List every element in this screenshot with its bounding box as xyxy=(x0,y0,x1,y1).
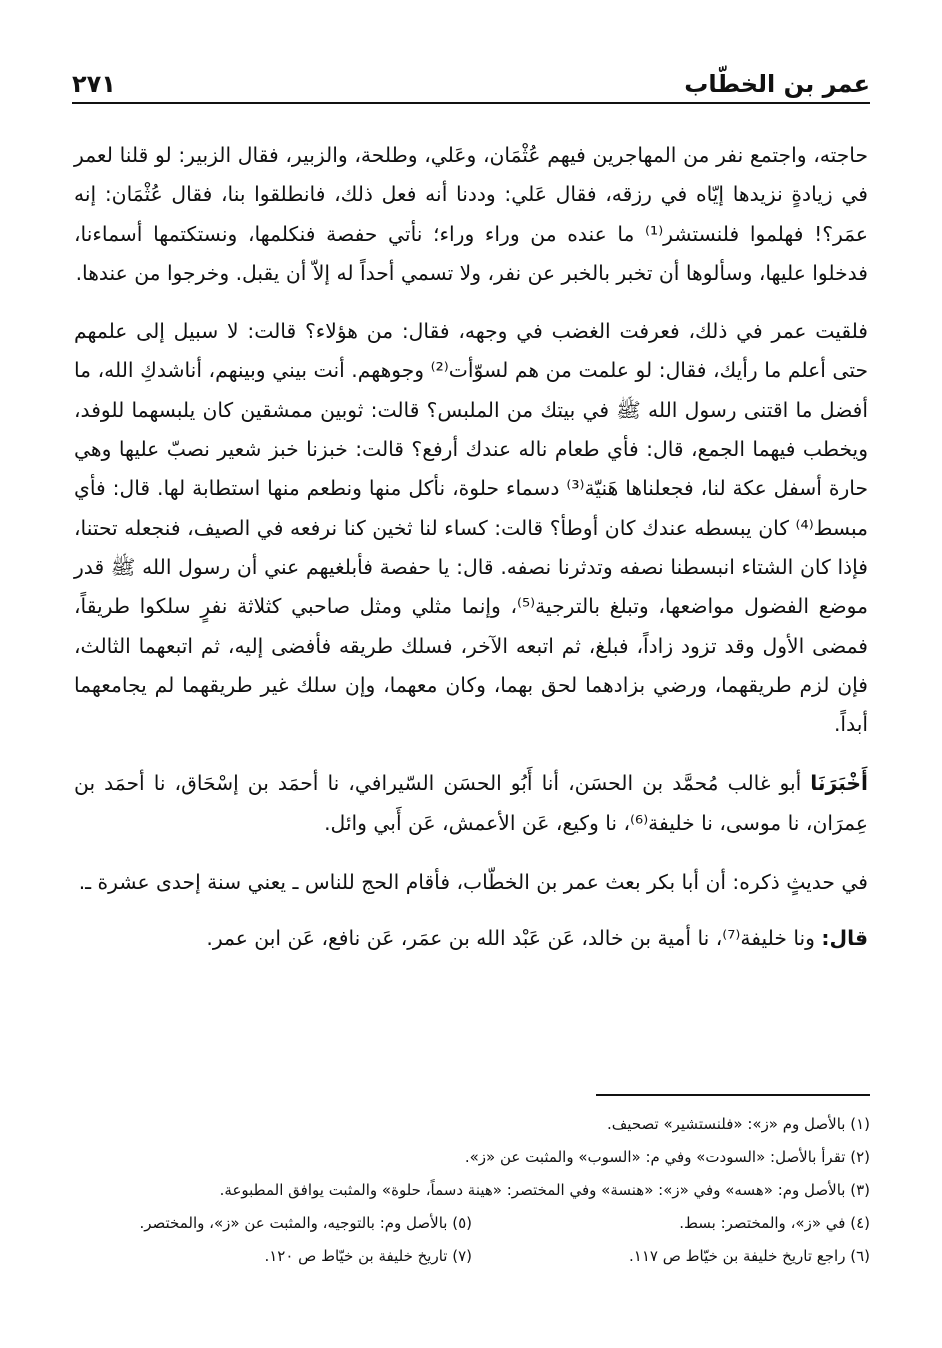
footnotes xyxy=(74,1108,870,1273)
footnote-row-4-5 xyxy=(74,1207,870,1240)
paragraph-5-text: ونا خليفة⁽⁷⁾، نا أمية بن خالد، عَن عَبْد الله بن عمَر، عَن نافع، عَن ابن عمر. xyxy=(206,926,822,951)
footnote-2: (٢) تقرأ بالأصل: «السودت» وفي م: «السوب» والمثبت عن «ز». xyxy=(464,1148,870,1166)
footnote-row-6-7 xyxy=(74,1240,870,1273)
footnote-7: (٧) تاريخ خليفة بن خيّاط ص ١٢٠. xyxy=(264,1247,472,1265)
page-number: ٢٧١ xyxy=(72,70,116,98)
footnote-5: (٥) بالأصل وم: بالتوجيه، والمثبت عن «ز»، والمختصر. xyxy=(139,1214,472,1232)
paragraph-1 xyxy=(74,136,868,293)
footnote-divider xyxy=(596,1094,870,1096)
paragraph-3 xyxy=(74,764,868,843)
paragraph-4 xyxy=(74,863,868,902)
page-header xyxy=(72,58,870,104)
paragraph-4-text: في حديثٍ ذكره: أن أبا بكر بعث عمر بن الخطّاب، فأقام الحج للناس ـ يعني سنة إحدى عشرة ـ. xyxy=(78,870,868,895)
footnote-1: (١) بالأصل وم «ز»: «فلنستشير» تصحيف. xyxy=(607,1115,870,1133)
main-text xyxy=(74,136,868,973)
footnote-4: (٤) في «ز»، والمختصر: بسط. xyxy=(679,1214,870,1232)
paragraph-3-lead: أَخْبَرَنَا xyxy=(810,771,868,796)
running-title: عمر بن الخطّاب xyxy=(684,70,870,98)
footnote-6: (٦) راجع تاريخ خليفة بن خيّاط ص ١١٧. xyxy=(629,1247,870,1265)
paragraph-2-text: فلقيت عمر في ذلك، فعرفت الغضب في وجهه، فقال: من هؤلاء؟ قالت: لا سبيل إلى علمهم حتى أعلم ما رأيك، فقال: لو علمت من هم لسوّأت⁽²⁾ وجوههم. أنت بيني وبينهم، أناشدكِ الله، ما أفضل ما اقتنى رسول الله ﷺ في بيتك من الملبس؟ قالت: ثوبين ممشقين كان يلبسهما للوفد، ويخطب فيهما الجمع، قال: فأي طعام ناله عندك أرفع؟ قالت: خبزنا خبز شعير نصبّ عليها وهي حارة أسفل عكة لنا، فجعلناها هَنيّة⁽³⁾ دسماء حلوة، نأكل منها ونطعم منها استطابة لها. قال: فأي مبسط⁽⁴⁾ كان يبسطه عندك كان أوطأ؟ قالت: كساء لنا ثخين كنا نرفعه في الصيف، فنجعله تحتنا، فإذا كان الشتاء انبسطنا نصفه وتدثرنا نصفه. قال: يا حفصة فأبلغيهم عني أن رسول الله ﷺ قدر موضع الفضول مواضعها، وتبلغ بالترجية⁽⁵⁾، وإنما مثلي ومثل صاحبي كثلاثة نفرٍ سلكوا طريقاً، فمضى الأول وقد تزود زاداً، فبلغ، ثم اتبعه الآخر، فسلك طريقه فأفضى إليه، ثم اتبعهما الثالث، فإن لزم طريقهما، ورضي بزادهما لحق بهما، وكان معهما، وإن سلك غير طريقهما لم يجامعهما أبداً. xyxy=(74,319,868,737)
paragraph-1-text: حاجته، واجتمع نفر من المهاجرين فيهم عُثْمَان، وعَلي، وطلحة، والزبير، فقال الزبير: لو قلنا لعمر في زيادةٍ نزيدها إيّاه في رزقه، فقال عَلي: وددنا أنه فعل ذلك، فانطلقوا بنا، فقال عُثْمَان: إنه عمَر؟! فهلموا فلنستشر⁽¹⁾ ما عنده من وراء وراء؛ نأتي حفصة فنكلمها، ونستكتمها أسماءنا، فدخلوا عليها، وسألوها أن تخبر بالخبر عن نفر، ولا تسمي أحداً له إلاّ أن يقبل. وخرجوا من عندها. xyxy=(74,143,868,285)
footnote-3: (٣) بالأصل وم: «هسه» وفي «ز»: «هنسة» وفي المختصر: «هينة دسماً، حلوة» والمثبت يوافق المطبوعة. xyxy=(219,1181,870,1199)
paragraph-2 xyxy=(74,312,868,744)
paragraph-5 xyxy=(74,919,868,958)
paragraph-5-lead: قال: xyxy=(821,926,868,951)
paragraph-3-text: أبو غالب مُحمَّد بن الحسَن، أنا أَبُو الحسَن السّيرافي، نا أحمَد بن إسْحَاق، نا أحمَد بن عِمرَان، نا موسى، نا خليفة⁽⁶⁾، نا وكيع، عَن الأعمش، عَن أَبي وائل. xyxy=(74,771,868,835)
